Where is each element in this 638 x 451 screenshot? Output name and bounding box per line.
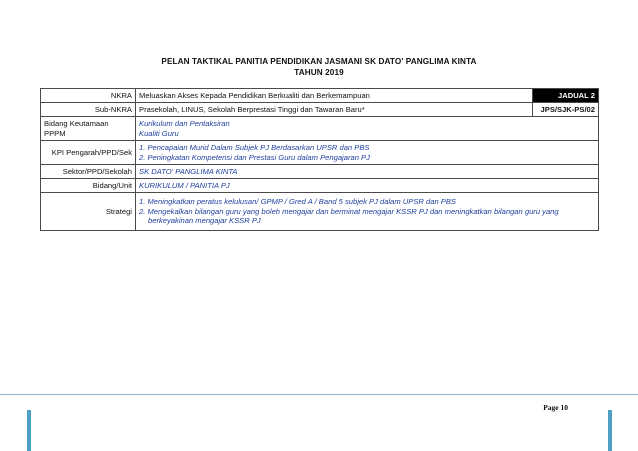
strategi-line: 2. Mengekalkan bilangan guru yang boleh mengajar dan berminat mengajar KSSR PJ dan meningkatkan bilangan guru yang [139,206,559,216]
bidang-unit-value: KURIKULUM / PANITIA PJ [136,179,599,193]
bidang-keutamaan-value [136,117,599,141]
row-sektor [41,165,599,179]
kpi-line: 2. Peningkatan Kompetensi dan Prestasi Guru dalam Pengajaran PJ [139,152,370,162]
kpi-line: 1. Pencapaian Murid Dalam Subjek PJ Berdasarkan UPSR dan PBS [139,143,370,152]
right-edge-bar [608,410,612,451]
nkra-value: Meluaskan Akses Kepada Pendidikan Berkualiti dan Berkemampuan [136,89,533,103]
row-sub-nkra [41,103,599,117]
kpi-label: KPI Pengarah/PPD/Sek [41,141,136,165]
strategi-line: 1. Meningkatkan peratus kelulusan/ GPMP / Gred A / Band 5 subjek PJ dalam UPSR dan PBS [139,197,456,207]
page-number: Page 10 [543,403,568,412]
sub-nkra-label: Sub-NKRA [41,103,136,117]
bidang-keutamaan-line: Kualiti Guru [139,128,179,138]
sektor-label: Sektor/PPD/Sekolah [41,165,136,179]
title-line-1: PELAN TAKTIKAL PANITIA PENDIDIKAN JASMANI SK DATO' PANGLIMA KINTA [161,57,477,66]
reference-code: JPS/SJK-PS/02 [533,103,599,117]
row-kpi [41,141,599,165]
sub-nkra-value: Prasekolah, LINUS, Sekolah Berprestasi Tinggi dan Tawaran Baru* [136,103,533,117]
row-nkra [41,89,599,103]
nkra-label: NKRA [41,89,136,103]
jadual-code: JADUAL 2 [533,89,599,103]
strategi-label: Strategi [41,193,136,231]
sektor-value: SK DATO' PANGLIMA KINTA [136,165,599,179]
left-edge-bar [27,410,31,451]
plan-table [40,88,599,231]
strategi-line: berkeyakinan mengajar KSSR PJ [148,216,261,226]
bidang-keutamaan-line: Kurikulum dan Pentaksiran [139,119,230,128]
row-bidang-unit [41,179,599,193]
kpi-value [136,141,599,165]
title-line-2: TAHUN 2019 [294,68,344,77]
row-bidang-keutamaan [41,117,599,141]
bidang-keutamaan-label: Bidang Keutamaan PPPM [41,117,136,141]
document-title [0,56,638,78]
footer-divider [0,394,638,395]
bidang-unit-label: Bidang/Unit [41,179,136,193]
strategi-value [136,193,599,231]
row-strategi [41,193,599,231]
